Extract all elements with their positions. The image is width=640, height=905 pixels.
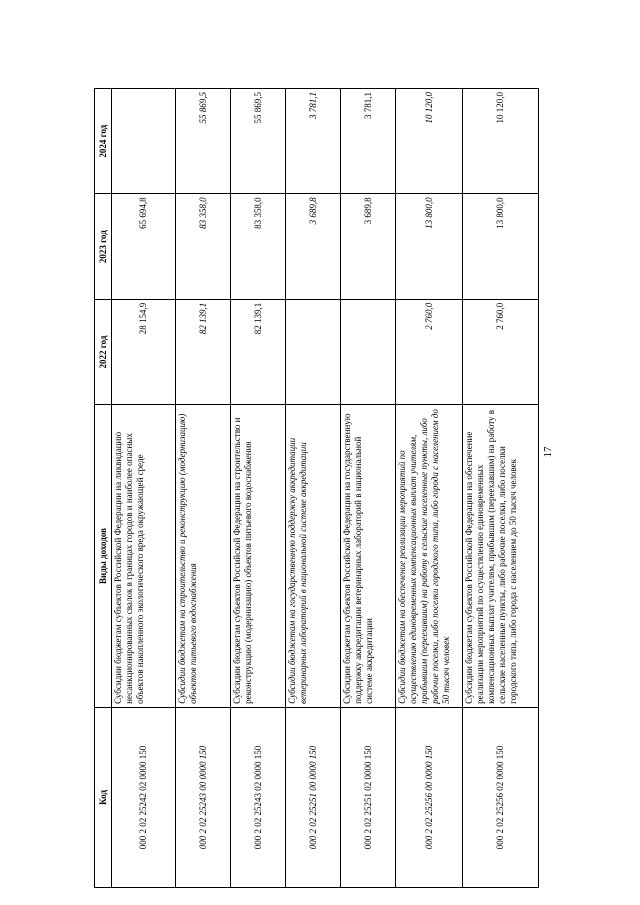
cell-y2022: 2 760,0 <box>396 299 463 404</box>
cell-y2022 <box>286 299 341 404</box>
header-2023: 2023 год <box>95 194 112 299</box>
cell-code: 000 2 02 25256 02 0000 150 <box>463 707 539 887</box>
header-2024: 2024 год <box>95 89 112 194</box>
cell-y2024: 10 120,0 <box>463 89 539 194</box>
header-row <box>95 89 112 888</box>
cell-y2022: 2 760,0 <box>463 299 539 404</box>
cell-y2023: 83 358,0 <box>176 194 231 299</box>
cell-y2022: 82 139,1 <box>176 299 231 404</box>
header-code: Код <box>95 707 112 887</box>
table-row <box>231 89 286 888</box>
cell-code: 000 2 02 25243 00 0000 150 <box>176 707 231 887</box>
table-row <box>463 89 539 888</box>
cell-y2023: 13 800,0 <box>463 194 539 299</box>
cell-y2024: 55 869,5 <box>231 89 286 194</box>
cell-y2022 <box>341 299 396 404</box>
cell-y2023: 83 358,0 <box>231 194 286 299</box>
cell-desc: Субсидии бюджетам субъектов Российской Федерации на обеспечение реализации мероприятий по осуществлению единовременных компенсационных выплат учителям, прибывшим (переехавшим) на работу в сельские населенные пункты, либо рабочие поселки, либо поселки городского типа, либо города с населением до 50 тысяч человек <box>463 405 539 708</box>
cell-y2024: 55 869,5 <box>176 89 231 194</box>
cell-y2024 <box>112 89 176 194</box>
cell-code: 000 2 02 25243 02 0000 150 <box>231 707 286 887</box>
cell-desc: Субсидии бюджетам на обеспечение реализации мероприятий по осуществлению единовременных компенсационных выплат учителям, прибывшим (переехавшим) на работу в сельские населенные пункты, либо рабочие поселки, либо поселки городского типа, либо города с населением до 50 тысяч человек <box>396 405 463 708</box>
rotated-page-content <box>94 88 529 888</box>
cell-code: 000 2 02 25251 00 0000 150 <box>286 707 341 887</box>
cell-y2022: 82 139,1 <box>231 299 286 404</box>
cell-desc: Субсидии бюджетам на государственную поддержку аккредитации ветеринарных лабораторий в национальной системе аккредитации <box>286 405 341 708</box>
cell-desc: Субсидии бюджетам субъектов Российской Федерации на строительство и реконструкцию (модернизацию) объектов питьевого водоснабжения <box>231 405 286 708</box>
cell-code: 000 2 02 25242 02 0000 150 <box>112 707 176 887</box>
cell-desc: Субсидии бюджетам на строительство и реконструкцию (модернизацию) объектов питьевого водоснабжения <box>176 405 231 708</box>
cell-y2024: 3 781,1 <box>286 89 341 194</box>
cell-y2023: 3 689,8 <box>341 194 396 299</box>
table-row <box>341 89 396 888</box>
cell-y2024: 3 781,1 <box>341 89 396 194</box>
cell-y2023: 3 689,8 <box>286 194 341 299</box>
cell-y2023: 65 694,8 <box>112 194 176 299</box>
cell-desc: Субсидии бюджетам субъектов Российской Федерации на ликвидацию несанкционированных свалок в границах городов и наиболее опасных объектов накопленного экологического вреда окружающей среде <box>112 405 176 708</box>
table-body <box>112 89 539 888</box>
header-kind: Виды доходов <box>95 405 112 708</box>
cell-code: 000 2 02 25251 02 0000 150 <box>341 707 396 887</box>
cell-y2023: 13 800,0 <box>396 194 463 299</box>
cell-y2024: 10 120,0 <box>396 89 463 194</box>
table-row <box>176 89 231 888</box>
page-number: 17 <box>542 446 554 458</box>
cell-y2022: 28 154,9 <box>112 299 176 404</box>
table-row <box>396 89 463 888</box>
cell-code: 000 2 02 25256 00 0000 150 <box>396 707 463 887</box>
table-row <box>112 89 176 888</box>
revenue-table <box>94 88 539 888</box>
table-row <box>286 89 341 888</box>
header-2022: 2022 год <box>95 299 112 404</box>
cell-desc: Субсидии бюджетам субъектов Российской Федерации на государственную поддержку аккредитации ветеринарных лабораторий в национальной системе аккредитации <box>341 405 396 708</box>
